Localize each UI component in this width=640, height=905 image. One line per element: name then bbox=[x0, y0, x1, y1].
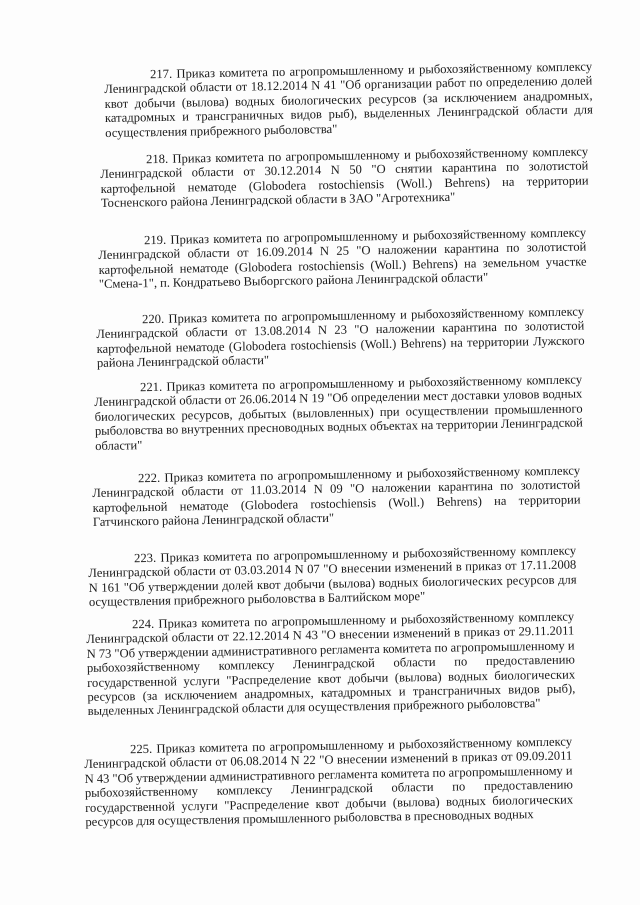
entry-text: 219. Приказ комитета по агропромышленному и рыбохозяйственному комплексу Ленинградской области от 16.09.2014 N 25 "О наложении карантина по золотистой картофельной нематоде (Globodera rostochiensis (Woll.) Behrens) на земельном участке "Смена-1", п. Кондратьево Выборгского района Ленинградской области" bbox=[98, 225, 587, 292]
list-item-217 bbox=[104, 59, 593, 140]
list-item-223 bbox=[88, 543, 577, 609]
entry-text: 221. Приказ комитета по агропромышленному и рыбохозяйственному комплексу Ленинградской области от 26.06.2014 N 19 "Об определении мест доставки уловов водных биологических ресурсов, добытых (выловленных) при осуществлении промышленного рыболовства во внутренних пресноводных водных объектах на территории Ленинградской области" bbox=[94, 372, 583, 453]
list-item-218 bbox=[100, 144, 589, 210]
entry-text: 223. Приказ комитета по агропромышленному и рыбохозяйственному комплексу Ленинградской области от 03.03.2014 N 07 "О внесении изменений в приказ от 17.11.2008 N 161 "Об утверждении долей квот добычи (вылова) водных биологических ресурсов для осуществления прибрежного рыболовства в Балтийском море" bbox=[88, 543, 577, 610]
entry-text: 225. Приказ комитета по агропромышленному и рыбохозяйственному комплексу Ленинградской области от 06.08.2014 N 22 "О внесении изменений в приказ от 09.09.2011 N 43 "Об утверждении административного регламента комитета по агропромышленному и рыбохозяйственному комплексу Ленинградской области по предоставлению государственной услуги "Распределение квот добычи (вылова) водных биологических ресурсов для осуществления промышленного рыболовства в пресноводных водных bbox=[84, 734, 574, 830]
list-item-220 bbox=[96, 304, 585, 370]
entry-text: 222. Приказ комитета по агропромышленному и рыбохозяйственному комплексу Ленинградской области от 11.03.2014 N 09 "О наложении карантина по золотистой картофельной нематоде (Globodera rostochiensis (Woll.) Behrens) на территории Гатчинского района Ленинградской области" bbox=[92, 463, 581, 530]
list-item-224 bbox=[86, 609, 576, 718]
entry-text: 218. Приказ комитета по агропромышленному и рыбохозяйственному комплексу Ленинградской области от 30.12.2014 N 50 "О снятии карантина по золотистой картофельной нематоде (Globodera rostochiensis (Woll.) Behrens) на территории Тосненского района Ленинградской области в ЗАО "Агротехника" bbox=[100, 144, 589, 211]
list-item-225 bbox=[84, 734, 573, 829]
entry-text: 220. Приказ комитета по агропромышленному и рыбохозяйственному комплексу Ленинградской области от 13.08.2014 N 23 "О наложении карантина по золотистой картофельной нематоде (Globodera rostochiensis (Woll.) Behrens) на территории Лужского района Ленинградской области" bbox=[96, 304, 585, 371]
list-item-219 bbox=[98, 225, 587, 291]
list-item-222 bbox=[92, 463, 581, 529]
entry-text: 217. Приказ комитета по агропромышленному и рыбохозяйственному комплексу Ленинградской области от 18.12.2014 N 41 "Об организации работ по определению долей квот добычи (вылова) водных биологических ресурсов (за исключением анадромных, катадромных и трансграничных видов рыб), выделенных Ленинградской области для осуществления прибрежного рыболовства" bbox=[104, 59, 593, 140]
entry-text: 224. Приказ комитета по агропромышленному и рыбохозяйственному комплексу Ленинградской области от 22.12.2014 N 43 "О внесении изменений в приказ от 29.11.2011 N 73 "Об утверждении административного регламента комитета по агропромышленному и рыбохозяйственному комплексу Ленинградской области по предоставлению государственной услуги "Распределение квот добычи (вылова) водных биологических ресурсов (за исключением анадромных, катадромных и трансграничных видов рыб), выделенных Ленинградской области для осуществления прибрежного рыболовства" bbox=[86, 609, 576, 719]
list-item-221 bbox=[94, 372, 583, 453]
